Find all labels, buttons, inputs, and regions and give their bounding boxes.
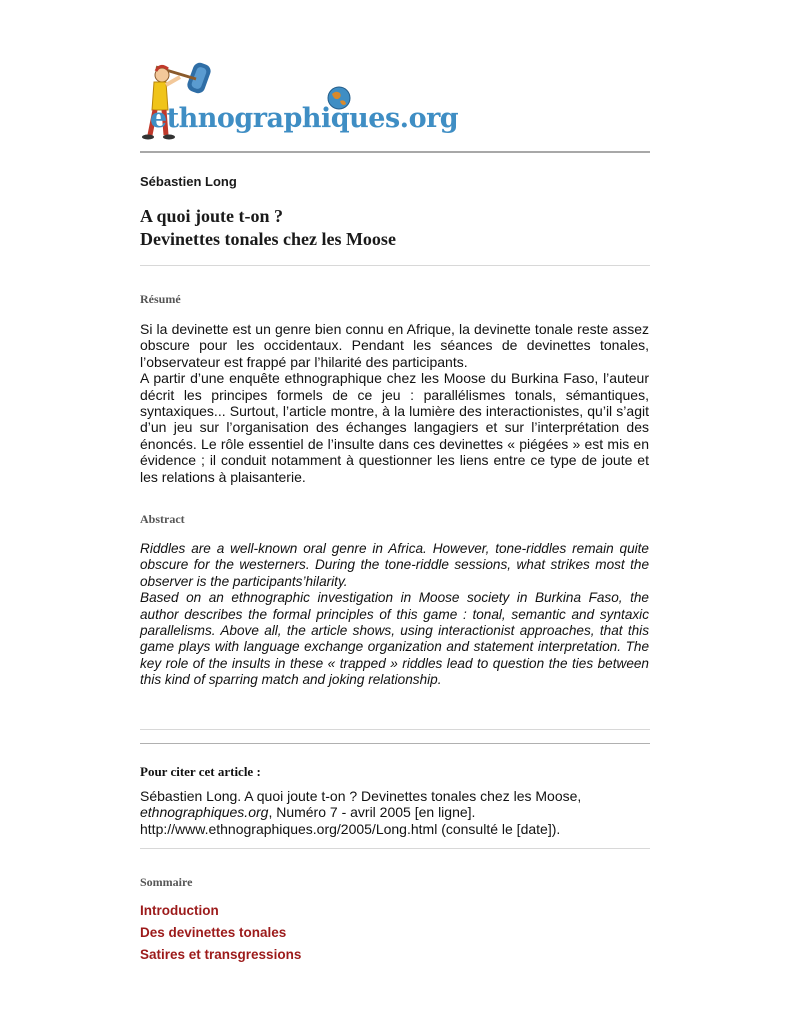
resume-text bbox=[140, 321, 649, 485]
header-divider bbox=[140, 151, 650, 153]
resume-label: Résumé bbox=[140, 292, 181, 306]
citation-url: http://www.ethnographiques.org/2005/Long.html (consulté le [date]). bbox=[140, 820, 561, 837]
title-line-2: Devinettes tonales chez les Moose bbox=[140, 229, 396, 249]
site-logo[interactable] bbox=[136, 55, 459, 145]
resume-paragraph-2: A partir d’une enquête ethnographique chez les Moose du Burkina Faso, l’auteur décrit les principes formels de ce jeu : parallélismes tonals, sémantiques, syntaxiques... Surtout, l’article montre, à la lumière des interactionistes, qu’il s’agit d’un jeu sur l’organisation des échanges langagiers et sur l’interprétation des énoncés. Le rôle essentiel de l’insulte dans ces devinettes « piégées » est mis en évidence ; il conduit notamment à questionner les liens entre ce type de joute et les relations à plaisanterie. bbox=[140, 370, 649, 485]
citation-label: Pour citer cet article : bbox=[140, 764, 261, 779]
abstract-divider-2 bbox=[140, 743, 650, 744]
citation-issue: , Numéro 7 - avril 2005 [en ligne]. bbox=[268, 804, 476, 821]
abstract-text bbox=[140, 541, 649, 689]
citation-line-2 bbox=[140, 804, 660, 820]
logo-wordmark: ethnographiques.org bbox=[150, 103, 459, 134]
abstract-paragraph-2: Based on an ethnographic investigation in Moose society in Burkina Faso, the author describes the formal principles of this game : tonal, semantic and syntaxic parallelisms. Above all, the article shows, using interactionist approaches, that this game plays with language exchange organization and statement interpretation. The key role of the insults in these « trapped » riddles lead to question the ties between this kind of sparring match and joking relationship. bbox=[140, 590, 649, 688]
citation-text bbox=[140, 788, 660, 837]
toc-link-devinettes-tonales[interactable]: Des devinettes tonales bbox=[140, 925, 287, 940]
abstract-paragraph-1: Riddles are a well-known oral genre in Africa. However, tone-riddles remain quite obscure for the westerners. During the tone-riddle sessions, what strikes most the observer is the participants’hilarity. bbox=[140, 541, 649, 589]
sommaire-label: Sommaire bbox=[140, 875, 193, 889]
title-line-1: A quoi joute t-on ? bbox=[140, 206, 284, 226]
resume-paragraph-1: Si la devinette est un genre bien connu en Afrique, la devinette tonale reste assez obscure pour les occidentaux. Pendant les séances de devinettes tonales, l’observateur est frappé par l’hilarité des participants. bbox=[140, 321, 649, 370]
citation-divider bbox=[140, 848, 650, 849]
author-name: Sébastien Long bbox=[140, 174, 237, 189]
citation-site: ethnographiques.org bbox=[140, 804, 269, 821]
toc-link-satires-transgressions[interactable]: Satires et transgressions bbox=[140, 947, 302, 962]
title-divider bbox=[140, 265, 650, 266]
table-of-contents bbox=[140, 902, 301, 968]
abstract-label: Abstract bbox=[140, 512, 185, 526]
abstract-divider-1 bbox=[140, 729, 650, 730]
citation-line-1: Sébastien Long. A quoi joute t-on ? Devinettes tonales chez les Moose, bbox=[140, 788, 582, 804]
article-title bbox=[140, 205, 396, 251]
toc-link-introduction[interactable]: Introduction bbox=[140, 903, 219, 918]
